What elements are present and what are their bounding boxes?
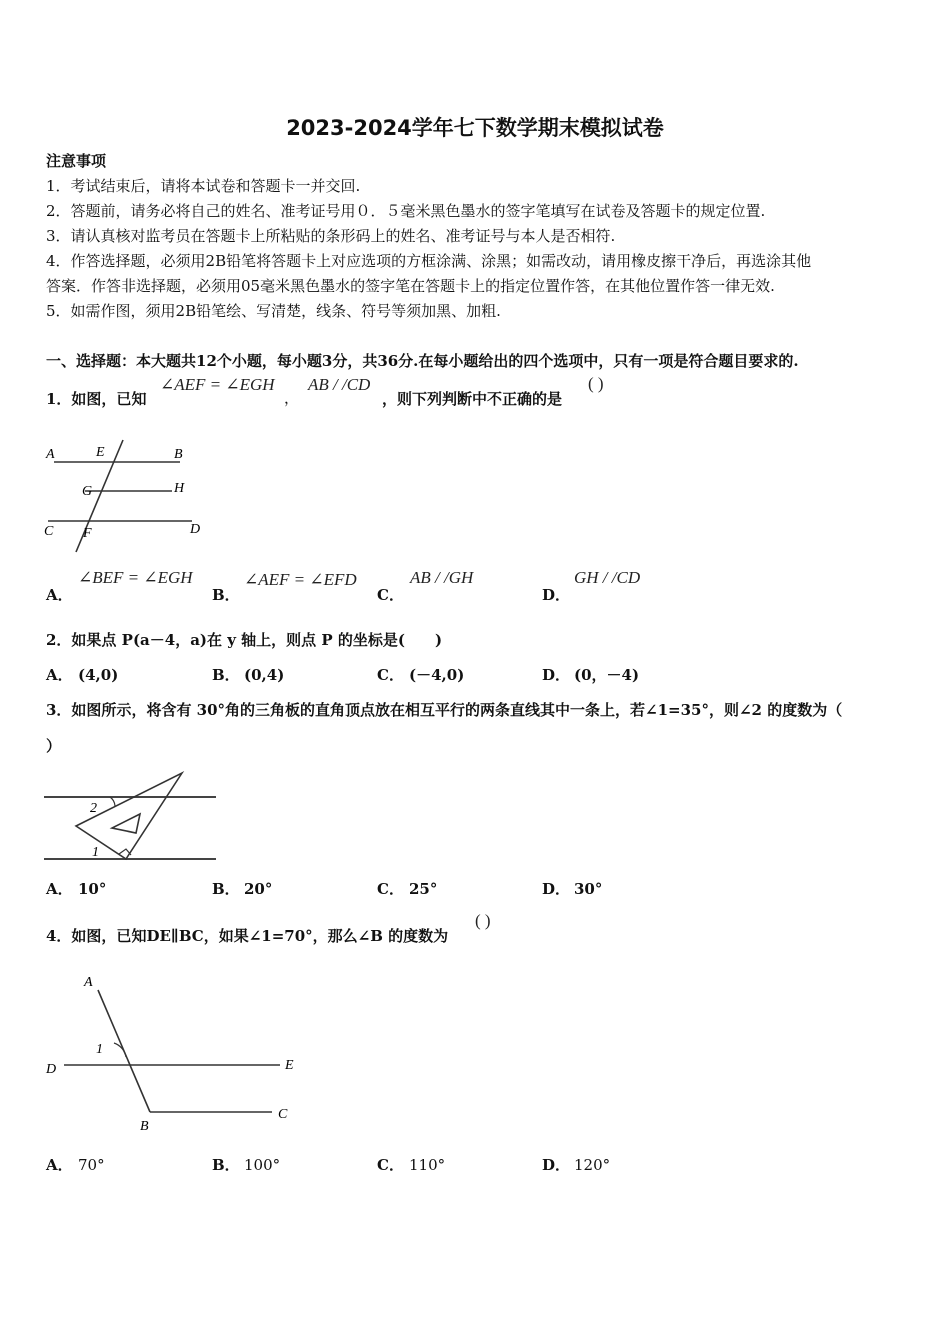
q1-label-g: G (82, 484, 93, 499)
note-item-3: 3．请认真核对监考员在答题卡上所粘贴的条形码上的姓名、准考证号与本人是否相符. (46, 227, 616, 245)
q2-option-b: (0,4) (244, 666, 285, 684)
q1-stem-end: ，则下列判断中不正确的是 (382, 390, 563, 408)
q4-figure (40, 970, 310, 1135)
q3-option-b-label: B． (212, 880, 240, 898)
q1-option-c: AB / /GH (410, 568, 474, 587)
q2-stem: 2．如果点 P(a－4，a)在 y 轴上，则点 P 的坐标是( ) (46, 631, 443, 649)
note-item-1: 1．考试结束后，请将本试卷和答题卡一并交回. (46, 177, 361, 195)
q1-answer-paren: ( ) (588, 374, 604, 393)
q3-stem-line1: 3．如图所示，将含有 30°角的三角板的直角顶点放在相互平行的两条直线其中一条上，若∠1=35°，则∠2 的度数为（ (46, 701, 843, 719)
note-item-2: 2．答题前，请务必将自己的姓名、准考证号用０．５毫米黑色墨水的签字笔填写在试卷及答题卡的规定位置. (46, 202, 766, 220)
q4-label-d: D (46, 1062, 57, 1077)
section-heading: 一、选择题：本大题共12个小题，每小题3分，共36分.在每小题给出的四个选项中，只有一项是符合题目要求的. (46, 352, 799, 370)
q1-figure (40, 432, 220, 557)
q4-stem: 4．如图，已知DE∥BC，如果∠1=70°，那么∠B 的度数为 (46, 927, 449, 945)
q1-option-a-label: A． (46, 586, 73, 604)
q3-option-d: 30° (574, 880, 603, 898)
q4-label-e: E (285, 1058, 294, 1073)
q4-option-d: 120° (574, 1156, 611, 1174)
q4-option-a: 70° (78, 1156, 105, 1174)
q4-answer-paren: ( ) (475, 911, 491, 930)
q1-option-d: GH / /CD (574, 568, 641, 587)
q2-option-d-label: D． (542, 666, 571, 684)
q4-option-b-label: B． (212, 1156, 240, 1174)
q1-condition-angle: ∠AEF = ∠EGH (160, 375, 275, 394)
q1-label-a: A (46, 447, 55, 462)
note-item-5: 5．如需作图，须用2B铅笔绘、写清楚，线条、符号等须加黑、加粗. (46, 302, 501, 320)
q3-figure (42, 770, 220, 865)
q2-option-c: (－4,0) (409, 666, 465, 684)
q1-stem-start: 1．如图，已知 (46, 390, 147, 408)
q1-label-d: D (190, 522, 201, 537)
note-item-4: 4．作答选择题，必须用2B铅笔将答题卡上对应选项的方框涂满、涂黑；如需改动，请用橡皮擦干净后，再选涂其他 (46, 252, 812, 270)
q3-label-2: 2 (90, 801, 97, 816)
q3-option-a: 10° (78, 880, 107, 898)
q3-label-1: 1 (92, 845, 99, 860)
q1-label-h: H (174, 481, 185, 496)
q2-option-c-label: C． (377, 666, 404, 684)
q4-option-c-label: C． (377, 1156, 404, 1174)
q1-option-d-label: D． (542, 586, 571, 604)
q1-label-e: E (96, 445, 105, 460)
q4-label-1: 1 (96, 1042, 103, 1057)
q4-option-b: 100° (244, 1156, 281, 1174)
q3-stem-line2: ） (46, 737, 62, 755)
q2-option-a-label: A． (46, 666, 73, 684)
q3-option-c-label: C． (377, 880, 404, 898)
q2-option-d: (0，－4) (574, 666, 640, 684)
q2-option-a: (4,0) (78, 666, 119, 684)
q1-label-f: F (83, 526, 92, 541)
q1-label-c: C (44, 524, 54, 539)
q4-label-b: B (140, 1119, 149, 1134)
q4-option-d-label: D． (542, 1156, 571, 1174)
q3-option-c: 25° (409, 880, 438, 898)
notes-heading: 注意事项 (46, 152, 107, 170)
q4-option-a-label: A． (46, 1156, 73, 1174)
q3-option-b: 20° (244, 880, 273, 898)
q2-option-b-label: B． (212, 666, 240, 684)
q4-label-c: C (278, 1107, 288, 1122)
q1-label-b: B (174, 447, 183, 462)
note-item-4-cont: 答案．作答非选择题，必须用05毫米黑色墨水的签字笔在答题卡上的指定位置作答，在其他位置作答一律无效. (46, 277, 775, 295)
q1-option-c-label: C． (377, 586, 404, 604)
q3-angle-2-arc (110, 797, 115, 806)
exam-title: 2023-2024学年七下数学期末模拟试卷 (286, 116, 664, 140)
q1-option-b: ∠AEF = ∠EFD (244, 570, 357, 589)
q3-triangle-inner (112, 814, 140, 833)
q4-label-a: A (84, 975, 93, 990)
q1-condition-parallel: AB / /CD (308, 375, 371, 394)
q3-option-a-label: A． (46, 880, 73, 898)
q3-option-d-label: D． (542, 880, 571, 898)
q1-option-a: ∠BEF = ∠EGH (78, 568, 193, 587)
q4-option-c: 110° (409, 1156, 446, 1174)
q1-option-b-label: B． (212, 586, 240, 604)
q1-comma: ， (284, 389, 300, 407)
